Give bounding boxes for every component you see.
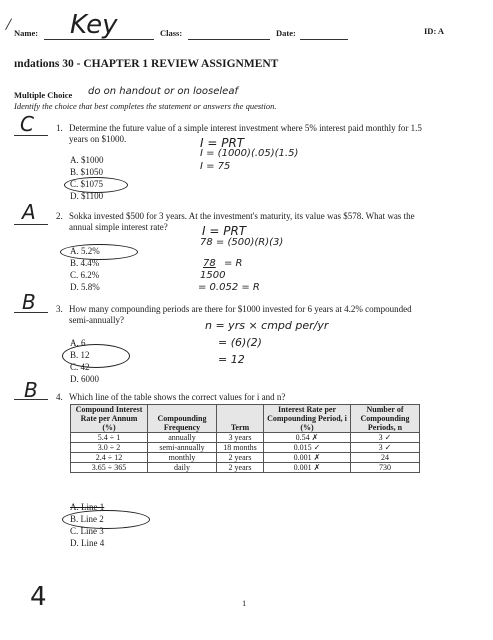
- q3-answer-line: [14, 312, 48, 313]
- q3-option-c: C. 42: [70, 362, 90, 372]
- q2-answer-mark: A: [22, 200, 36, 224]
- q1-work-1: I = PRT: [200, 136, 245, 150]
- date-line: [300, 39, 348, 40]
- table-cell: 2 years: [217, 453, 264, 463]
- name-label: Name:: [14, 28, 39, 38]
- q1-number: 1.: [56, 123, 63, 133]
- q1-answer-circle: [64, 177, 128, 193]
- table-cell: 2 years: [217, 463, 264, 473]
- q2-answer-circle: [60, 244, 138, 260]
- table-cell: 3.0 ÷ 2: [71, 443, 148, 453]
- table-cell: annually: [148, 433, 217, 443]
- q1-work-3: I = 75: [200, 161, 231, 172]
- table-cell: semi-annually: [148, 443, 217, 453]
- table-cell: 3 years: [217, 433, 264, 443]
- id-label: ID: A: [424, 26, 445, 36]
- q1-text-line1: Determine the future value of a simple interest investment where 5% interest paid monthly for 1.5: [69, 123, 422, 133]
- cross-mark: ✗: [311, 433, 319, 442]
- class-label: Class:: [160, 28, 183, 38]
- name-line: [44, 39, 154, 40]
- q4-answer-line: [14, 399, 48, 400]
- cell-value: 0.54: [295, 433, 310, 442]
- q1-option-c: C. $1075: [70, 179, 104, 189]
- table-header-cell: Compound Interest Rate per Annum (%): [71, 405, 148, 433]
- q3-work-1: n = yrs × cmpd per/yr: [205, 319, 329, 332]
- q1-option-b: B. $1050: [70, 167, 104, 177]
- q2-number: 2.: [56, 211, 63, 221]
- instruction-text: Identify the choice that best completes the statement or answers the question.: [14, 101, 277, 111]
- table-header-row: [71, 405, 420, 433]
- q3-option-b: B. 12: [70, 350, 90, 360]
- class-line: [188, 39, 270, 40]
- table-cell: [264, 433, 351, 443]
- q4-text-line1: Which line of the table shows the correct values for i and n?: [69, 392, 286, 402]
- handwritten-note: do on handout or on looseleaf: [88, 86, 238, 97]
- table-cell: [351, 443, 420, 453]
- score-mark: 4: [30, 582, 47, 612]
- table-row: [71, 433, 420, 443]
- table-cell: [264, 463, 351, 473]
- date-label: Date:: [276, 28, 296, 38]
- page-number: 1: [242, 598, 247, 608]
- q2-option-b: B. 4.4%: [70, 258, 100, 268]
- q4-option-d: D. Line 4: [70, 538, 105, 548]
- cell-value: 0.001: [293, 453, 312, 462]
- check-mark: ✓: [384, 443, 392, 452]
- q2-answer-line: [14, 224, 48, 225]
- q2-work-6: = 0.052 = R: [198, 282, 260, 293]
- q2-option-d: D. 5.8%: [70, 282, 100, 292]
- table-row: [71, 463, 420, 473]
- q4-option-a: A. Line 1: [70, 502, 105, 512]
- cross-mark: ✗: [313, 463, 321, 472]
- check-mark: ✓: [384, 433, 392, 442]
- page-title: ındations 30 - CHAPTER 1 REVIEW ASSIGNMENT: [14, 58, 279, 70]
- q2-work-3: 78: [203, 258, 216, 269]
- q2-work-5: 1500: [200, 270, 226, 281]
- table-cell: 3.65 ÷ 365: [71, 463, 148, 473]
- name-value: Key: [70, 10, 118, 40]
- table-cell: monthly: [148, 453, 217, 463]
- section-heading: Multiple Choice: [14, 90, 73, 100]
- q3-work-2: = (6)(2): [218, 336, 262, 349]
- table-cell: 5.4 ÷ 1: [71, 433, 148, 443]
- q4-option-b: B. Line 2: [70, 514, 104, 524]
- table-header-cell: Number of Compounding Periods, n: [351, 405, 420, 433]
- cross-mark: ✗: [313, 453, 321, 462]
- table-cell: 18 months: [217, 443, 264, 453]
- q1-answer-mark: C: [20, 112, 34, 136]
- table-cell: 730: [351, 463, 420, 473]
- q1-answer-line: [14, 135, 48, 136]
- q3-option-a: A. 6: [70, 338, 86, 348]
- check-mark: ✓: [313, 443, 321, 452]
- cell-value: 3: [378, 443, 383, 452]
- table-header-cell: Interest Rate per Compounding Period, i (%): [264, 405, 351, 433]
- table-row: [71, 443, 420, 453]
- table-cell: daily: [148, 463, 217, 473]
- q3-answer-circle: [62, 344, 130, 368]
- q2-text-line1: Sokka invested $500 for 3 years. At the investment's maturity, its value was $578. What was the: [69, 211, 415, 221]
- q1-option-a: A. $1000: [70, 155, 104, 165]
- q4-answer-circle: [62, 510, 150, 529]
- q4-table: [70, 404, 420, 473]
- q1-option-d: D. $1100: [70, 191, 104, 201]
- q3-number: 3.: [56, 304, 63, 314]
- q3-text-line2: semi-annually?: [69, 315, 124, 325]
- table-cell: [351, 433, 420, 443]
- table-cell: 2.4 ÷ 12: [71, 453, 148, 463]
- q3-answer-mark: B: [22, 290, 36, 314]
- table-header-cell: Compounding Frequency: [148, 405, 217, 433]
- table-cell: [264, 443, 351, 453]
- q2-option-c: C. 6.2%: [70, 270, 100, 280]
- q2-work-4: = R: [224, 258, 243, 269]
- q2-work-1: I = PRT: [202, 224, 247, 238]
- q2-option-a: A. 5.2%: [70, 246, 100, 256]
- table-cell: 24: [351, 453, 420, 463]
- table-cell: [264, 453, 351, 463]
- q4-option-c: C. Line 3: [70, 526, 104, 536]
- q2-work-2: 78 = (500)(R)(3): [200, 237, 284, 248]
- q1-text-line2: years on $1000.: [69, 134, 127, 144]
- cell-value: 3: [378, 433, 383, 442]
- q2-text-line2: annual simple interest rate?: [69, 222, 168, 232]
- table-row: [71, 453, 420, 463]
- q3-text-line1: How many compounding periods are there for $1000 invested for 6 years at 4.2% compounded: [69, 304, 412, 314]
- q3-work-3: = 12: [218, 353, 245, 366]
- q4-answer-mark: B: [24, 378, 38, 402]
- q1-work-2: I = (1000)(.05)(1.5): [200, 148, 299, 159]
- q3-option-d: D. 6000: [70, 374, 99, 384]
- table-header-cell: Term: [217, 405, 264, 433]
- cell-value: 0.001: [293, 463, 312, 472]
- q4-number: 4.: [56, 392, 63, 402]
- slash-mark: /: [4, 13, 13, 35]
- cell-value: 0.015: [293, 443, 312, 452]
